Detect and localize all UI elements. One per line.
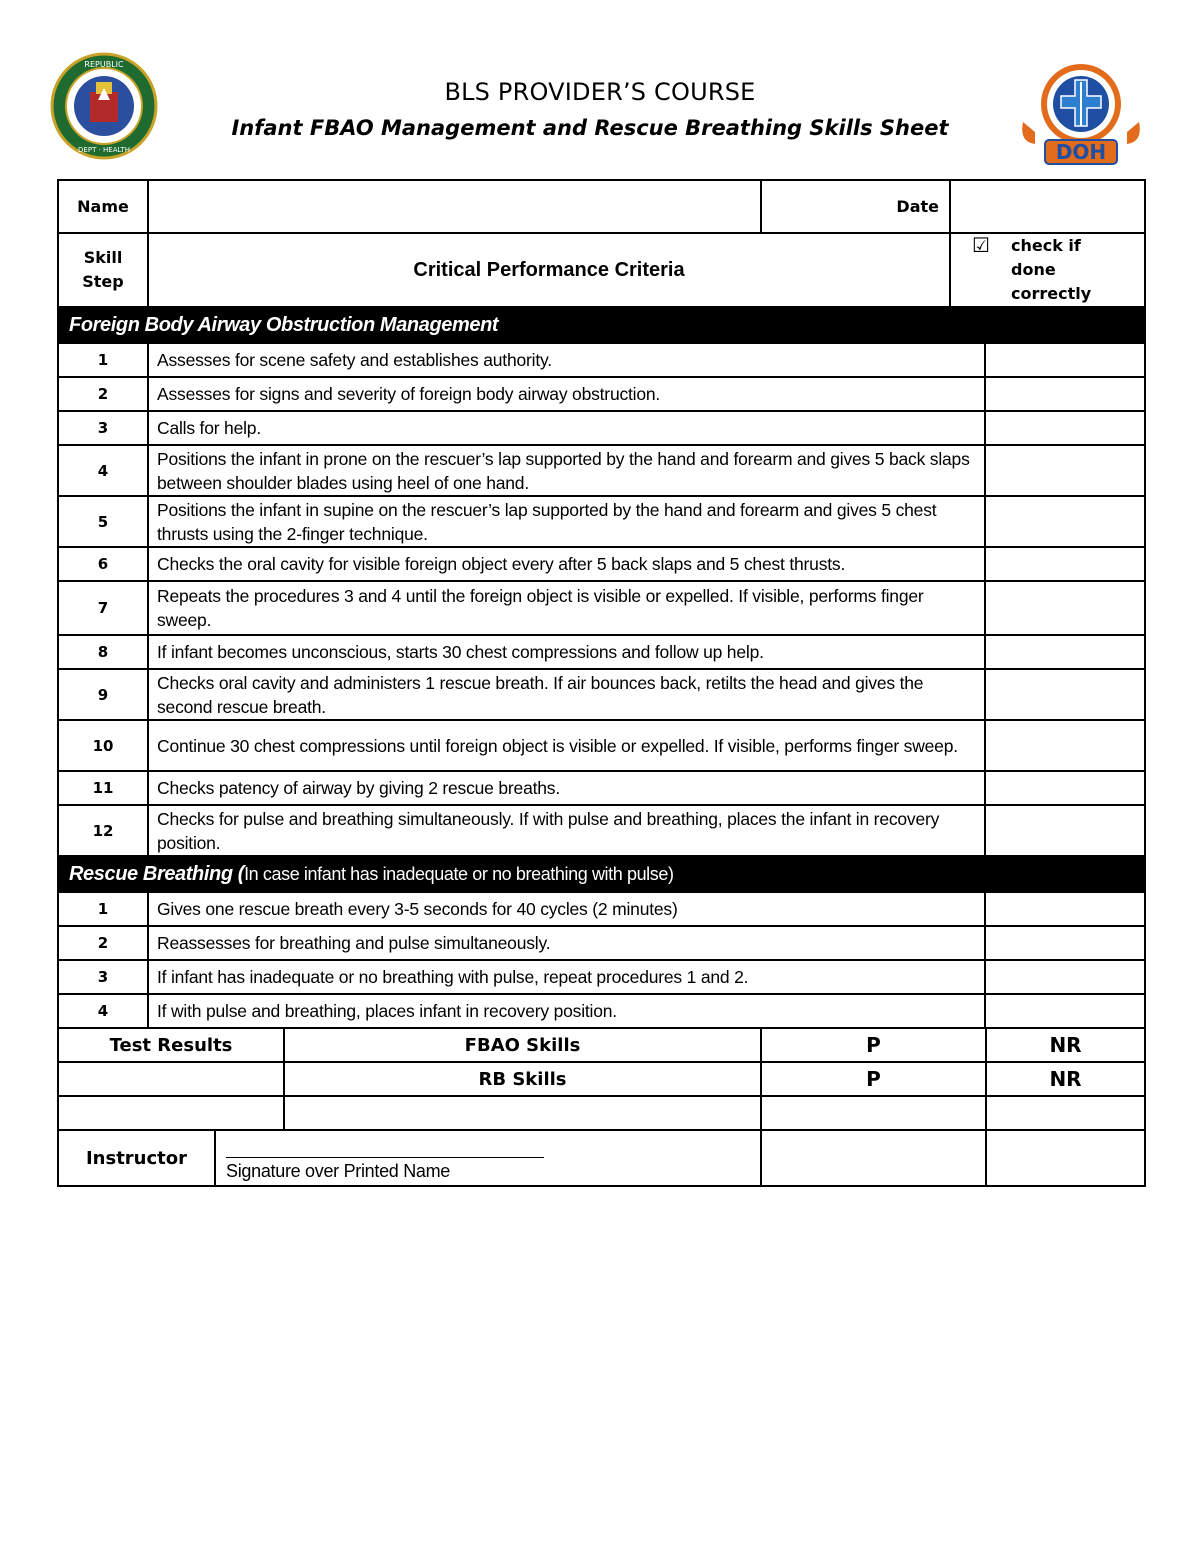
- step-number: 11: [58, 771, 148, 805]
- fbao-step-row: [58, 343, 1145, 377]
- criteria-text: If infant has inadequate or no breathing with pulse, repeat procedures 1 and 2.: [148, 960, 985, 994]
- fbao-step-row: [58, 547, 1145, 581]
- criteria-text: Checks for pulse and breathing simultaneously. If with pulse and breathing, places the infant in recovery position.: [148, 805, 985, 856]
- step-number: 3: [58, 411, 148, 445]
- criteria-text: Positions the infant in prone on the rescuer’s lap supported by the hand and forearm and gives 5 back slaps between shoulder blades using heel of one hand.: [148, 445, 985, 496]
- date-label: Date: [761, 180, 950, 233]
- checkbox-checked-icon: ☑: [972, 235, 990, 257]
- fbao-step-row: [58, 805, 1145, 856]
- rb-step-row: [58, 926, 1145, 960]
- rb-step-row: [58, 960, 1145, 994]
- check-cell[interactable]: [985, 411, 1145, 445]
- fbao-step-row: [58, 411, 1145, 445]
- step-number: 10: [58, 720, 148, 771]
- check-cell[interactable]: [985, 445, 1145, 496]
- instructor-row: [58, 1130, 1145, 1186]
- blank-cell: [58, 1096, 284, 1130]
- step-number: 8: [58, 635, 148, 669]
- check-cell[interactable]: [985, 581, 1145, 635]
- criteria-text: Assesses for scene safety and establishes authority.: [148, 343, 985, 377]
- date-field[interactable]: [950, 180, 1145, 233]
- fbao-step-row: [58, 669, 1145, 720]
- step-number: 9: [58, 669, 148, 720]
- step-number: 4: [58, 445, 148, 496]
- blank-cell: [986, 1130, 1145, 1186]
- step-number: 1: [58, 343, 148, 377]
- criteria-text: Assesses for signs and severity of foreign body airway obstruction.: [148, 377, 985, 411]
- name-field[interactable]: [148, 180, 761, 233]
- column-header-row: [58, 233, 1145, 307]
- rb-pass-option[interactable]: P: [761, 1062, 986, 1096]
- fbao-step-row: [58, 581, 1145, 635]
- criteria-text: Checks oral cavity and administers 1 rescue breath. If air bounces back, retilts the head and gives the second rescue breath.: [148, 669, 985, 720]
- criteria-text: If with pulse and breathing, places infant in recovery position.: [148, 994, 985, 1028]
- doh-emergency-logo: [1015, 62, 1147, 170]
- step-number: 5: [58, 496, 148, 547]
- check-header-label: check if done correctly: [1011, 236, 1092, 303]
- fbao-result-row: [58, 1028, 1145, 1062]
- svg-text:DEPT · HEALTH: DEPT · HEALTH: [78, 146, 130, 154]
- fbao-step-row: [58, 496, 1145, 547]
- signature-field[interactable]: [215, 1130, 761, 1186]
- blank-cell: [761, 1130, 986, 1186]
- criteria-text: Checks patency of airway by giving 2 rescue breaths.: [148, 771, 985, 805]
- step-number: 3: [58, 960, 148, 994]
- fbao-step-row: [58, 771, 1145, 805]
- check-header: [950, 233, 1145, 307]
- svg-text:REPUBLIC: REPUBLIC: [84, 60, 124, 69]
- step-number: 4: [58, 994, 148, 1028]
- fbao-nr-option[interactable]: NR: [986, 1028, 1145, 1062]
- check-cell[interactable]: [985, 926, 1145, 960]
- fbao-section-header: [58, 307, 1145, 343]
- fbao-step-row: [58, 445, 1145, 496]
- rb-nr-option[interactable]: NR: [986, 1062, 1145, 1096]
- fbao-skills-label: FBAO Skills: [284, 1028, 761, 1062]
- check-cell[interactable]: [985, 805, 1145, 856]
- test-results-label: Test Results: [58, 1028, 284, 1062]
- step-number: 1: [58, 892, 148, 926]
- blank-cell: [761, 1096, 986, 1130]
- blank-cell: [284, 1096, 761, 1130]
- criteria-text: Checks the oral cavity for visible foreign object every after 5 back slaps and 5 chest thrusts.: [148, 547, 985, 581]
- signature-line: [226, 1157, 544, 1158]
- rb-section-note: In case infant has inadequate or no breathing with pulse): [244, 863, 674, 884]
- instructor-label: Instructor: [58, 1130, 215, 1186]
- check-cell[interactable]: [985, 635, 1145, 669]
- step-number: 6: [58, 547, 148, 581]
- name-label: Name: [58, 180, 148, 233]
- skills-checklist-table: [57, 179, 1146, 1029]
- criteria-text: Continue 30 chest compressions until foreign object is visible or expelled. If visible, performs finger sweep.: [148, 720, 985, 771]
- check-cell[interactable]: [985, 377, 1145, 411]
- criteria-text: Repeats the procedures 3 and 4 until the foreign object is visible or expelled. If visible, performs finger sweep.: [148, 581, 985, 635]
- blank-cell: [986, 1096, 1145, 1130]
- criteria-text: If infant becomes unconscious, starts 30 chest compressions and follow up help.: [148, 635, 985, 669]
- rb-result-row: [58, 1062, 1145, 1096]
- fbao-section-title: Foreign Body Airway Obstruction Management: [58, 307, 1145, 343]
- check-cell[interactable]: [985, 771, 1145, 805]
- criteria-text: Positions the infant in supine on the rescuer’s lap supported by the hand and forearm and gives 5 chest thrusts using the 2-finger technique.: [148, 496, 985, 547]
- document-header: [0, 0, 1200, 180]
- doh-logo-text: DOH: [1055, 140, 1107, 164]
- fbao-step-row: [58, 377, 1145, 411]
- check-cell[interactable]: [985, 994, 1145, 1028]
- criteria-header: Critical Performance Criteria: [148, 233, 950, 307]
- step-number: 12: [58, 805, 148, 856]
- criteria-text: Gives one rescue breath every 3-5 seconds for 40 cycles (2 minutes): [148, 892, 985, 926]
- blank-cell: [58, 1062, 284, 1096]
- check-cell[interactable]: [985, 343, 1145, 377]
- blank-result-row: [58, 1096, 1145, 1130]
- signature-caption: Signature over Printed Name: [226, 1161, 451, 1181]
- check-cell[interactable]: [985, 720, 1145, 771]
- test-results-table: [57, 1027, 1146, 1187]
- check-cell[interactable]: [985, 496, 1145, 547]
- rb-step-row: [58, 994, 1145, 1028]
- criteria-text: Calls for help.: [148, 411, 985, 445]
- rb-skills-label: RB Skills: [284, 1062, 761, 1096]
- page-subtitle: Infant FBAO Management and Rescue Breathing Skills Sheet: [231, 116, 949, 140]
- department-of-health-seal-logo: [50, 52, 158, 160]
- criteria-text: Reassesses for breathing and pulse simultaneously.: [148, 926, 985, 960]
- check-cell[interactable]: [985, 669, 1145, 720]
- step-number: 2: [58, 926, 148, 960]
- fbao-step-row: [58, 635, 1145, 669]
- check-cell[interactable]: [985, 547, 1145, 581]
- step-number: 7: [58, 581, 148, 635]
- check-cell[interactable]: [985, 892, 1145, 926]
- page-title: BLS PROVIDER’S COURSE: [444, 78, 756, 106]
- rb-section-header: [58, 856, 1145, 892]
- name-date-row: [58, 180, 1145, 233]
- check-cell[interactable]: [985, 960, 1145, 994]
- skill-step-header: Skill Step: [58, 233, 148, 307]
- step-number: 2: [58, 377, 148, 411]
- rb-step-row: [58, 892, 1145, 926]
- fbao-step-row: [58, 720, 1145, 771]
- fbao-pass-option[interactable]: P: [761, 1028, 986, 1062]
- rb-section-title: Rescue Breathing (In case infant has inadequate or no breathing with pulse): [58, 856, 1145, 892]
